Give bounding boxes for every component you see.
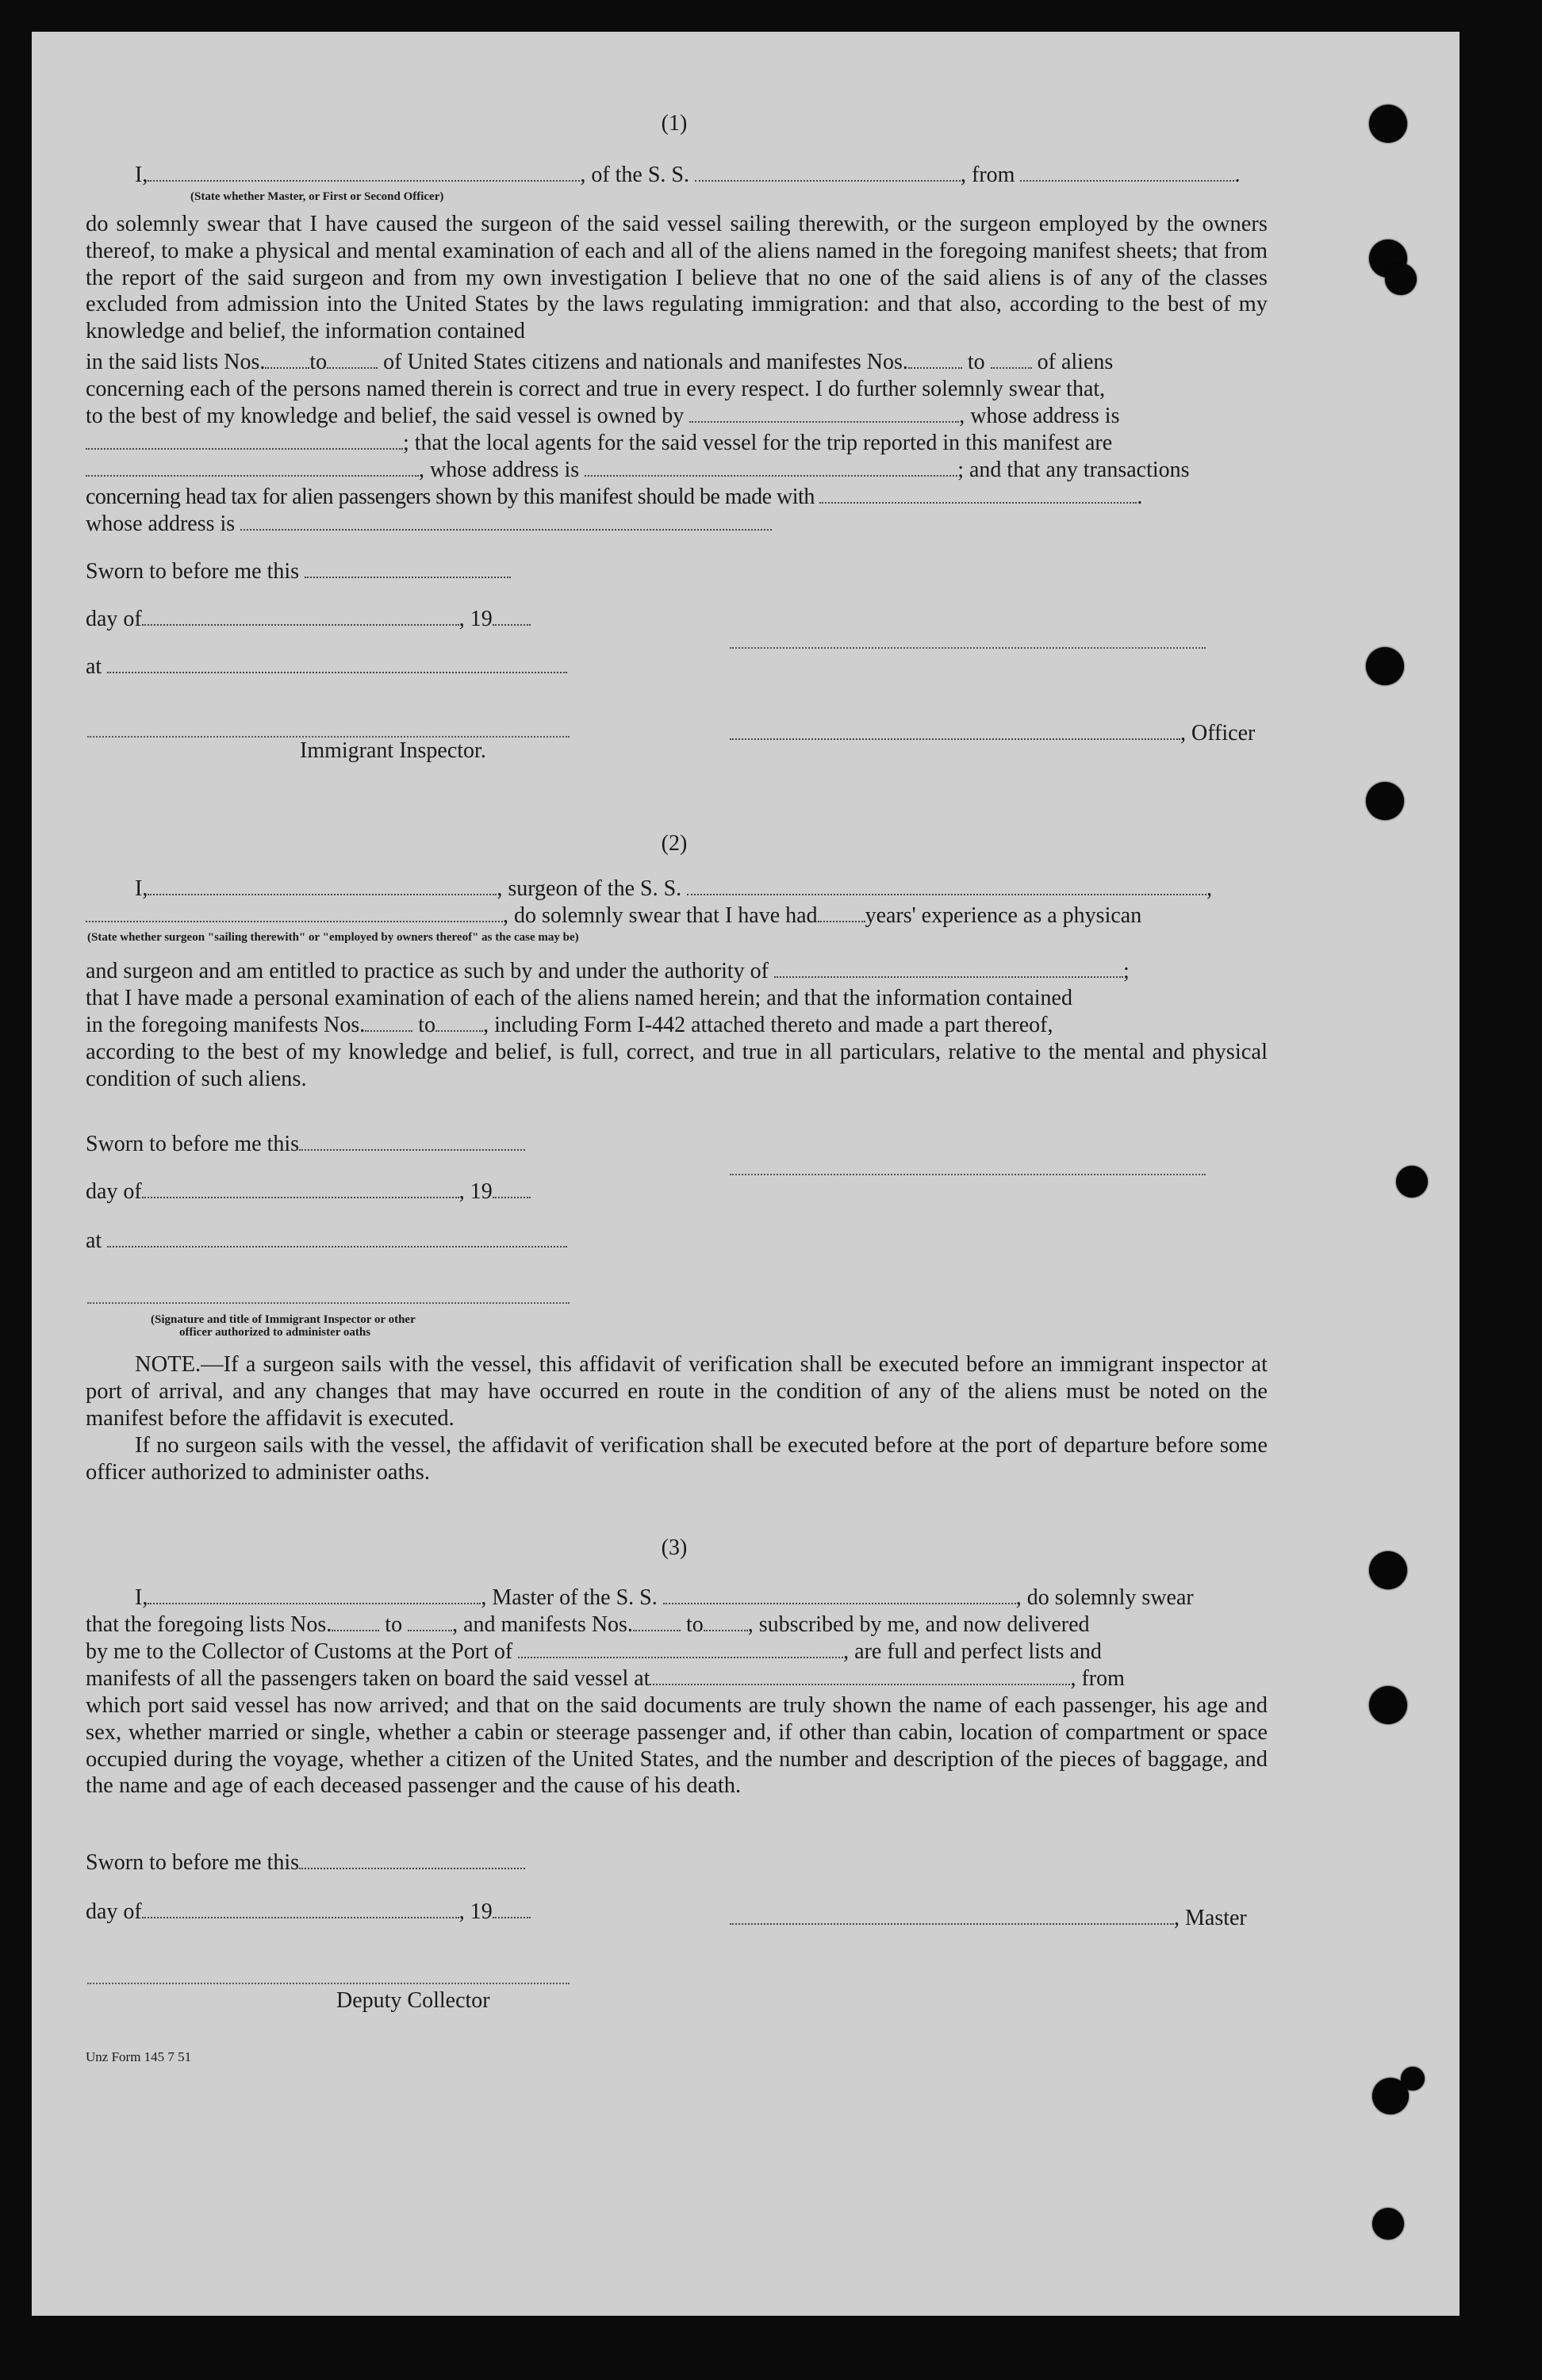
s1-p4-b: , whose address is <box>959 404 1120 428</box>
s1-signature-line[interactable] <box>730 647 1206 649</box>
s3-l1-c: , do solemnly swear <box>1015 1585 1194 1610</box>
s2-l1-a: I, <box>135 876 148 901</box>
s1-agent-address-line <box>86 457 1190 484</box>
s2-l5-b: to <box>418 1013 436 1037</box>
punch-hole <box>1372 2208 1404 2240</box>
head-tax-contact-field[interactable] <box>819 485 1137 504</box>
s3-l2-b: to <box>385 1612 403 1637</box>
s3-manifests-from-field[interactable] <box>633 1612 681 1631</box>
s2-manifest-from-field[interactable] <box>365 1013 412 1032</box>
s2-dayof-label: day of <box>86 1179 142 1204</box>
s1-p7-a: concerning head tax for alien passengers shown by this manifest should be made with <box>86 485 815 509</box>
manifests-no-from-field[interactable] <box>908 350 962 369</box>
s1-line-concerning: concerning each of the persons named therein is correct and true in every respect. I do further solemnly swear that, <box>86 377 1106 401</box>
s1-p2-d: to <box>967 350 985 374</box>
master-signature-field[interactable] <box>730 1906 1174 1925</box>
s2-sworn-line <box>86 1131 525 1158</box>
embark-port-field[interactable] <box>650 1666 1070 1685</box>
s2-vessel-name-field[interactable] <box>687 876 1206 895</box>
s1-l1-b: , of the S. S. <box>580 163 690 187</box>
s3-year-label: , 19 <box>458 1899 493 1924</box>
s2-signature-line[interactable] <box>730 1174 1206 1175</box>
s3-dayof-line <box>86 1899 531 1926</box>
head-tax-address-field[interactable] <box>240 512 772 531</box>
s1-owner-line <box>86 403 1119 430</box>
note-paragraph-1: NOTE.—If a surgeon sails with the vessel, this affidavit of verification shall be executed before an immigrant inspector at port of arrival, and any changes that may have occurred en route in the condition of any of the aliens must be noted on the manifest before the affidavit is executed. <box>86 1352 1268 1431</box>
s3-l2-d: to <box>685 1612 704 1637</box>
punch-hole <box>1401 2067 1425 2091</box>
local-agents-field[interactable] <box>86 458 419 477</box>
s2-line1 <box>135 876 1212 903</box>
s3-l1-a: I, <box>135 1585 148 1610</box>
s3-line4 <box>86 1665 1125 1692</box>
punch-hole <box>1369 1686 1407 1724</box>
s1-l1-a: I, <box>135 163 148 187</box>
s3-year-field[interactable] <box>493 1899 531 1918</box>
s3-sworn-line <box>86 1849 525 1876</box>
s1-lists-line <box>86 349 1113 376</box>
lists-no-from-field[interactable] <box>265 350 309 369</box>
officer-title-field[interactable] <box>148 163 580 182</box>
s1-sworn-label: Sworn to before me this <box>86 559 300 584</box>
s2-l3-a: and surgeon and am entitled to practice as such by and under the authority of <box>86 959 769 983</box>
s2-at-field[interactable] <box>107 1228 567 1247</box>
s1-dayof-label: day of <box>86 607 142 631</box>
s1-at-line <box>86 653 567 680</box>
s1-at-field[interactable] <box>107 654 567 673</box>
s3-vessel-name-field[interactable] <box>663 1585 1016 1604</box>
s1-month-field[interactable] <box>142 607 459 626</box>
section-3-number: (3) <box>661 1535 688 1560</box>
punch-hole <box>1366 647 1404 685</box>
section-2-number: (2) <box>661 831 688 856</box>
form-number: Unz Form 145 7 51 <box>86 2049 192 2064</box>
s2-year-label: , 19 <box>458 1179 493 1204</box>
form-page <box>32 32 1460 2316</box>
vessel-name-field[interactable] <box>695 163 961 182</box>
s3-master-line <box>730 1905 1247 1932</box>
s3-line2 <box>86 1612 1090 1638</box>
punch-hole <box>1366 782 1404 820</box>
s1-year-label: , 19 <box>458 607 493 631</box>
s3-l3-b: , are full and perfect lists and <box>843 1639 1102 1664</box>
s1-p7-b: . <box>1137 485 1142 509</box>
s2-year-field[interactable] <box>493 1179 531 1198</box>
deputy-collector-label: Deputy Collector <box>336 1988 490 2013</box>
s2-subcaption: (State whether surgeon "sailing therewith" or "employed by owners thereof" as the case may be) <box>87 931 579 944</box>
s3-lists-to-field[interactable] <box>408 1612 452 1631</box>
s1-agents-line <box>86 430 1112 457</box>
s2-line2 <box>86 903 1141 929</box>
s2-line6: according to the best of my knowledge and belief, is full, correct, and true in all particulars, relative to the mental and physical condition of such aliens. <box>86 1040 1268 1091</box>
s1-line1 <box>135 162 1240 189</box>
owner-address-field[interactable] <box>86 431 403 450</box>
punch-hole <box>1369 1551 1407 1589</box>
s1-p8-a: whose address is <box>86 512 236 536</box>
s1-p6-b: ; and that any transactions <box>957 458 1190 482</box>
s1-p2-b: to <box>309 350 328 374</box>
s1-p2-c: of United States citizens and nationals and manifestes Nos. <box>383 350 908 374</box>
s3-manifests-to-field[interactable] <box>704 1612 748 1631</box>
s2-sig-caption-1: (Signature and title of Immigrant Inspector or other <box>151 1313 416 1326</box>
s1-whose-address-line <box>86 511 772 538</box>
s2-sworn-label: Sworn to before me this <box>86 1132 300 1156</box>
punch-hole <box>1369 105 1407 143</box>
s3-dayof-label: day of <box>86 1899 142 1924</box>
s3-l2-a: that the foregoing lists Nos. <box>86 1612 332 1637</box>
s3-l4-a: manifests of all the passengers taken on board the said vessel at <box>86 1666 650 1691</box>
s3-lists-from-field[interactable] <box>332 1612 379 1631</box>
s3-line1 <box>135 1585 1194 1612</box>
s1-headtax-line <box>86 484 1142 511</box>
lists-no-to-field[interactable] <box>327 350 378 369</box>
s1-sworn-day-field[interactable] <box>305 559 511 578</box>
s1-p6-a: , whose address is <box>419 458 580 482</box>
s1-sworn-line <box>86 558 511 585</box>
s2-l5-a: in the foregoing manifests Nos. <box>86 1013 366 1037</box>
s1-paragraph: do solemnly swear that I have caused the surgeon of the said vessel sailing therewith, or the surgeon employed by the owners thereof, to make a physical and mental examination of each and all of the aliens named in the foregoing manifest sheets; that from the report of the said surgeon and from my own investigation I believe that no one of the said aliens is of any of the classes excluded from admission into the United States by the laws regulating immigration: and that also, according to the best of my knowledge and belief, the information contained <box>86 212 1268 344</box>
s2-sworn-day-field[interactable] <box>299 1132 525 1151</box>
practice-authority-field[interactable] <box>774 959 1123 978</box>
s1-subcaption: (State whether Master, or First or Second Officer) <box>190 190 444 203</box>
s3-paragraph: which port said vessel has now arrived; and that on the said documents are truly shown the name of each passenger, his age and sex, whether married or single, whether a cabin or steerage passenger and, if other than cabin, location of compartment or space occupied during the voyage, whether a citizen of the United States, and the number and description of the pieces of baggage, and the name and age of each deceased passenger and the cause of his death. <box>86 1693 1268 1799</box>
s3-master-label: , Master <box>1174 1906 1247 1930</box>
s1-p2-a: in the said lists Nos. <box>86 350 266 374</box>
s3-month-field[interactable] <box>142 1899 459 1918</box>
s3-l4-b: , from <box>1070 1666 1125 1691</box>
s2-line4: that I have made a personal examination of each of the aliens named herein; and that the information contained <box>86 986 1072 1010</box>
s2-manifest-to-field[interactable] <box>435 1013 483 1032</box>
master-name-field[interactable] <box>148 1585 481 1604</box>
from-port-field[interactable] <box>1020 163 1234 182</box>
agent-address-field[interactable] <box>585 458 957 477</box>
s1-officer-signature-field[interactable] <box>730 721 1180 740</box>
s2-sig-caption-2: officer authorized to administer oaths <box>179 1326 371 1339</box>
deputy-signature-line[interactable] <box>87 1983 570 1984</box>
s3-sworn-label: Sworn to before me this <box>86 1850 300 1875</box>
section-1-number: (1) <box>661 111 688 136</box>
s2-l3-b: ; <box>1123 959 1130 983</box>
vessel-owner-field[interactable] <box>689 404 959 423</box>
s1-l1-c: , from <box>961 163 1015 187</box>
surgeon-status-field[interactable] <box>86 903 503 922</box>
punch-hole <box>1396 1166 1428 1198</box>
s2-at-label: at <box>86 1228 102 1253</box>
s2-dayof-line <box>86 1179 531 1205</box>
s2-line3 <box>86 958 1130 985</box>
s1-l1-d: . <box>1234 163 1241 187</box>
s1-inspector-label: Immigrant Inspector. <box>300 738 486 763</box>
port-field[interactable] <box>518 1639 843 1658</box>
s2-month-field[interactable] <box>142 1179 459 1198</box>
s2-line5 <box>86 1012 1053 1039</box>
s3-l3-a: by me to the Collector of Customs at the Port of <box>86 1639 513 1664</box>
s2-l1-c: , <box>1206 876 1213 901</box>
s3-l2-e: , subscribed by me, and now delivered <box>747 1612 1090 1637</box>
s1-p4-a: to the best of my knowledge and belief, the said vessel is owned by <box>86 404 685 428</box>
surgeon-name-field[interactable] <box>148 876 497 895</box>
s3-line3 <box>86 1638 1102 1665</box>
punch-hole <box>1385 263 1417 295</box>
s1-p2-e: of aliens <box>1037 350 1114 374</box>
s1-year-field[interactable] <box>493 607 531 626</box>
years-experience-field[interactable] <box>818 903 865 922</box>
s2-l5-c: , including Form I-442 attached thereto and made a part thereof, <box>483 1013 1053 1037</box>
note-paragraph-2: If no surgeon sails with the vessel, the affidavit of verification shall be executed before at the port of departure before some officer authorized to administer oaths. <box>86 1433 1268 1485</box>
s1-p5-a: ; that the local agents for the said vessel for the trip reported in this manifest are <box>403 431 1113 455</box>
s2-inspector-signature-line[interactable] <box>87 1302 570 1304</box>
manifests-no-to-field[interactable] <box>991 350 1032 369</box>
s1-dayof-line <box>86 606 531 633</box>
s2-l2-a: , do solemnly swear that I have had <box>503 903 818 928</box>
s1-officer-line <box>730 720 1255 747</box>
s2-l2-b: years' experience as a physican <box>865 903 1142 928</box>
s1-officer-label: , Officer <box>1180 721 1256 745</box>
s2-at-line <box>86 1228 567 1255</box>
s1-at-label: at <box>86 654 102 679</box>
s3-l2-c: , and manifests Nos. <box>452 1612 633 1637</box>
s2-l1-b: , surgeon of the S. S. <box>497 876 682 901</box>
s3-sworn-day-field[interactable] <box>299 1850 525 1869</box>
s3-l1-b: , Master of the S. S. <box>481 1585 658 1610</box>
